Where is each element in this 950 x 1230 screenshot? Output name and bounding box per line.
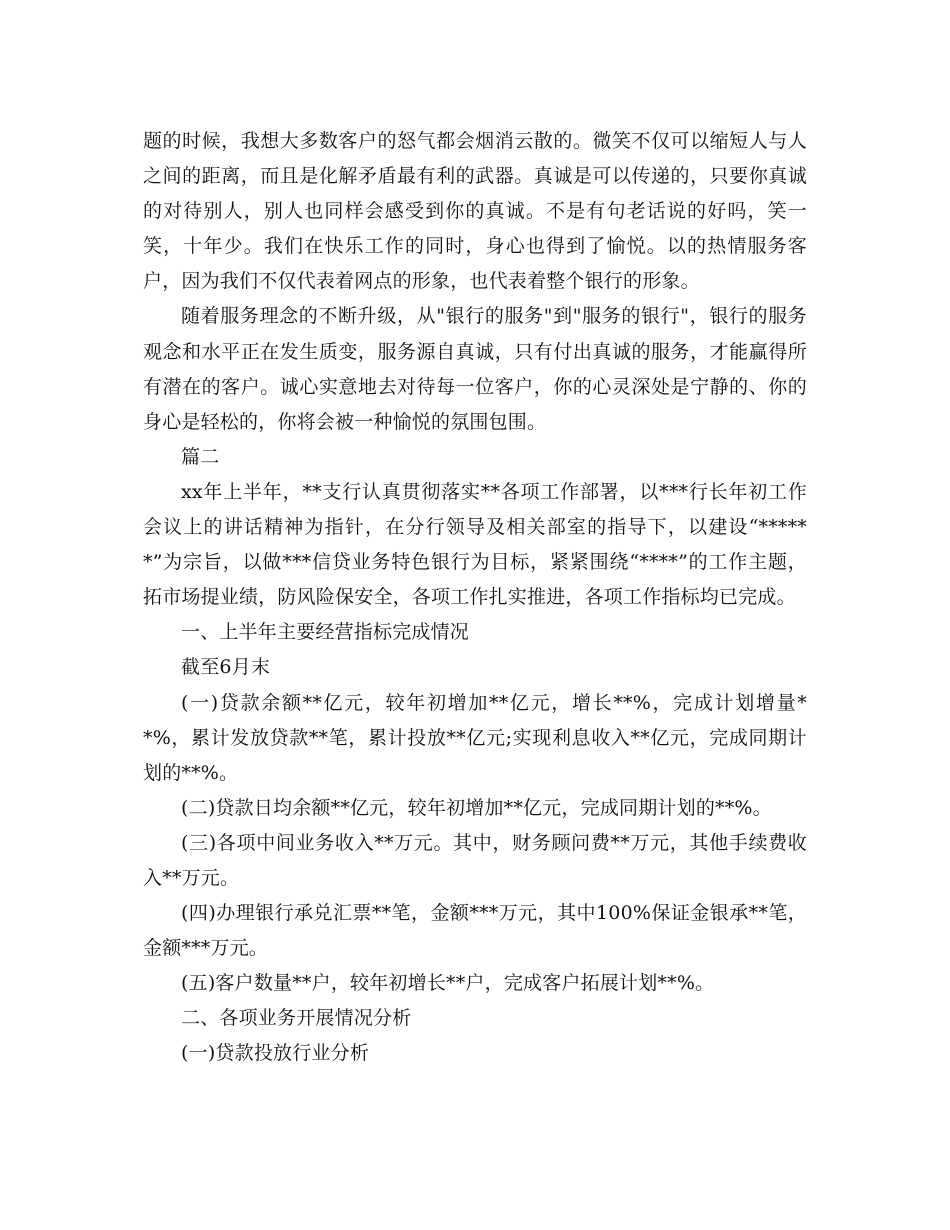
paragraph-half-year-summary: xx年上半年，**支行认真贯彻落实**各项工作部署，以***行长年初工作会议上的讲话精神为指针，在分行领导及相关部室的指导下，以建设“******”为宗旨，以做***信贷业务特色银行为目标，紧紧围绕“****”的工作主题，拓市场提业绩，防风险保安全，各项工作扎实推进，各项工作指标均已完成。: [143, 480, 807, 609]
document-body: [143, 124, 807, 1072]
list-item-intermediate-income: (三)各项中间业务收入**万元。其中，财务顾问费**万元，其他手续费收入**万元。: [143, 831, 807, 889]
heading-business-analysis: 二、各项业务开展情况分析: [181, 1007, 412, 1030]
list-item-customer-count: (五)客户数量**户，较年初增长**户，完成客户拓展计划**%。: [181, 972, 715, 995]
section-heading-part-two: 篇二: [181, 445, 220, 468]
subheading-loan-industry: (一)贷款投放行业分析: [181, 1042, 370, 1065]
paragraph-as-of-june: 截至6月末: [181, 656, 271, 679]
paragraph-service-concept: 随着服务理念的不断升级，从"银行的服务"到"服务的银行"，银行的服务观念和水平正在发生质变，服务源自真诚，只有付出真诚的服务，才能赢得所有潜在的客户。诚心实意地去对待每一位客户，你的心灵深处是宁静的、你的身心是轻松的，你将会被一种愉悦的氛围包围。: [143, 305, 807, 433]
list-item-acceptance-bills: (四)办理银行承兑汇票**笔，金额***万元，其中100%保证金银承**笔，金额***万元。: [143, 902, 807, 960]
list-item-daily-average: (二)贷款日均余额**亿元，较年初增加**亿元，完成同期计划的**%。: [181, 796, 772, 819]
list-item-loan-balance: (一)贷款余额**亿元，较年初增加**亿元，增长**%，完成计划增量**%，累计发放贷款**笔，累计投放**亿元;实现利息收入**亿元，完成同期计划的**%。: [143, 691, 807, 784]
heading-main-indicators: 一、上半年主要经营指标完成情况: [181, 621, 470, 644]
paragraph-continuation: 题的时候，我想大多数客户的怒气都会烟消云散的。微笑不仅可以缩短人与人之间的距离，而且是化解矛盾最有利的武器。真诚是可以传递的，只要你真诚的对待别人，别人也同样会感受到你的真诚。不是有句老话说的好吗，笑一笑，十年少。我们在快乐工作的同时，身心也得到了愉悦。以的热情服务客户，因为我们不仅代表着网点的形象，也代表着整个银行的形象。: [143, 130, 807, 293]
